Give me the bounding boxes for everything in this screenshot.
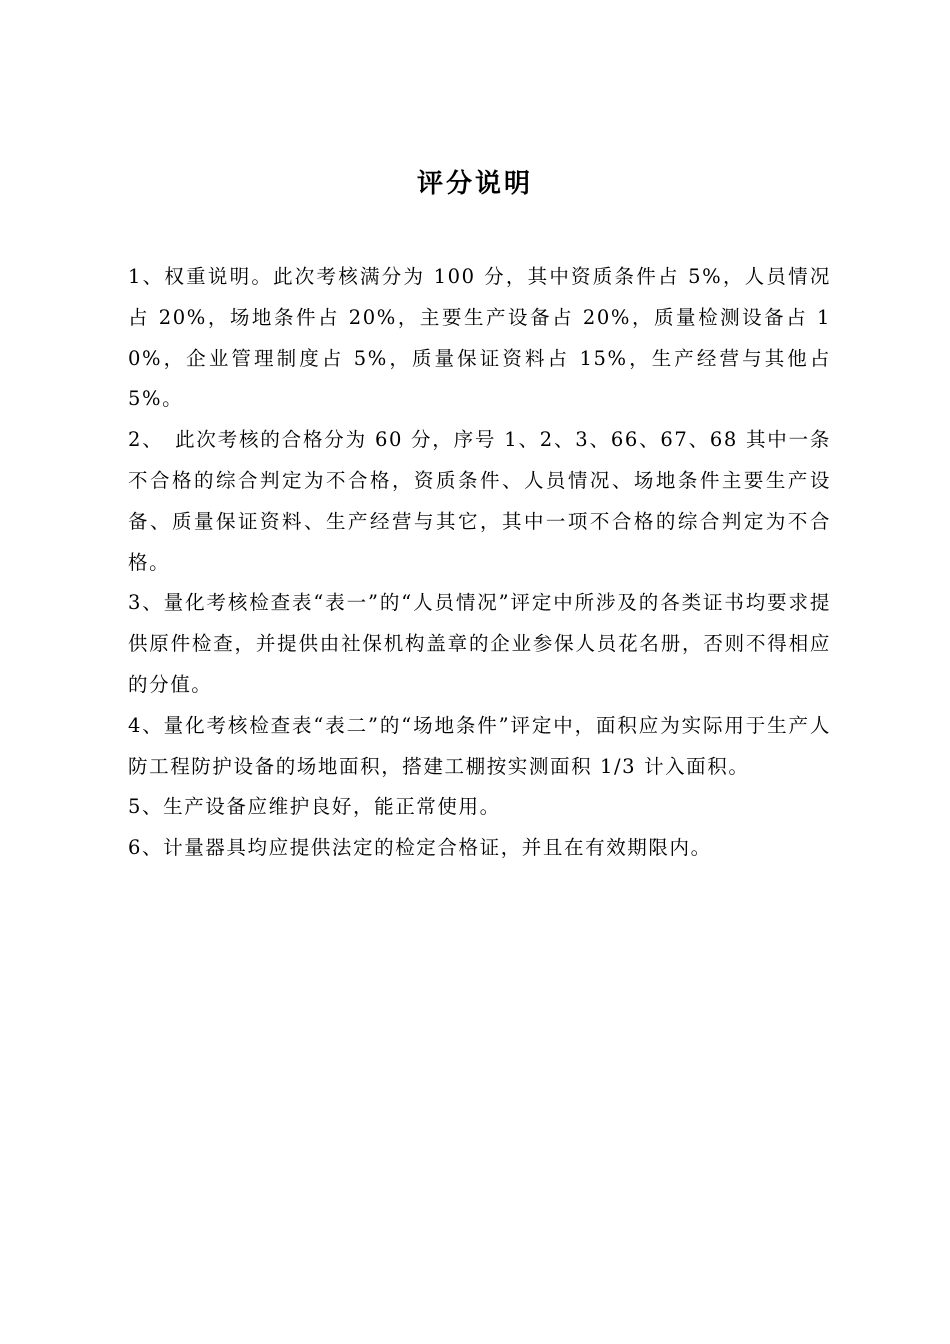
document-title: 评分说明 <box>416 169 533 199</box>
paragraph-equipment-maintenance: 5、生产设备应维护良好，能正常使用。 <box>128 795 501 819</box>
paragraph-weight-description: 1、权重说明。此次考核满分为 100 分，其中资质条件占 5%，人员情况占 20%，场地条件占 20%，主要生产设备占 20%，质量检测设备占 10%，企业管理制度占 5%，质量保证资料占 15%，生产经营与其他占 5%。 <box>128 265 831 411</box>
paragraph-site-area: 4、量化考核检查表“表二”的“场地条件”评定中，面积应为实际用于生产人防工程防护设备的场地面积，搭建工棚按实测面积 1/3 计入面积。 <box>128 713 831 778</box>
paragraph-measuring-instruments: 6、计量器具均应提供法定的检定合格证，并且在有效期限内。 <box>128 836 712 860</box>
paragraph-passing-score: 2、 此次考核的合格分为 60 分，序号 1、2、3、66、67、68 其中一条不合格的综合判定为不合格，资质条件、人员情况、场地条件主要生产设备、质量保证资料、生产经营与其它，其中一项不合格的综合判定为不合格。 <box>128 428 831 574</box>
paragraph-personnel-certificates: 3、量化考核检查表“表一”的“人员情况”评定中所涉及的各类证书均要求提供原件检查，并提供由社保机构盖章的企业参保人员花名册，否则不得相应的分值。 <box>128 591 831 696</box>
document-body <box>128 257 831 869</box>
